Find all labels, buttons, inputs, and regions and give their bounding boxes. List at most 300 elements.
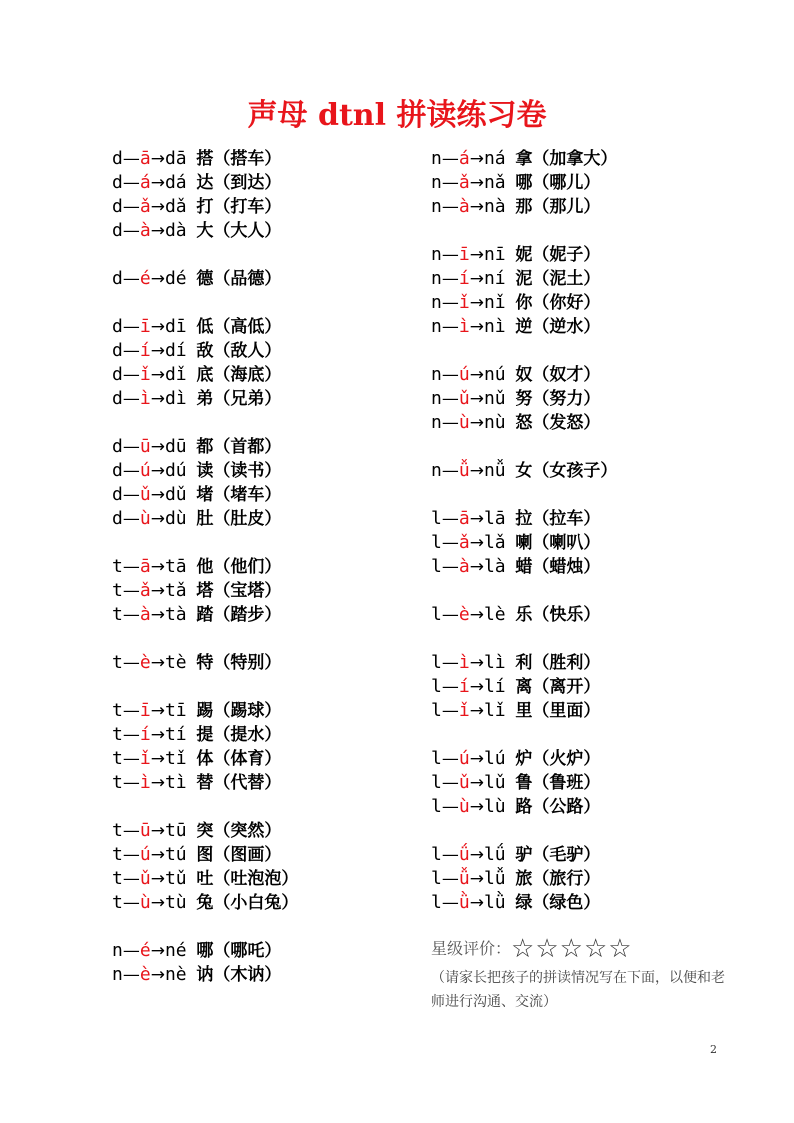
pinyin-row bbox=[431, 747, 617, 771]
example-word: （提水） bbox=[213, 725, 282, 745]
dash: — bbox=[122, 317, 140, 337]
hanzi: 他 bbox=[196, 557, 214, 577]
example-word: （堵车） bbox=[213, 485, 282, 505]
hanzi: 你 bbox=[515, 293, 533, 313]
hanzi: 那 bbox=[515, 197, 533, 217]
syllable: tè bbox=[164, 652, 187, 673]
consonant: l bbox=[431, 892, 442, 913]
dash: — bbox=[441, 245, 459, 265]
pinyin-row bbox=[112, 315, 298, 339]
spacer-row bbox=[431, 219, 617, 243]
hanzi: 提 bbox=[196, 725, 214, 745]
dash: — bbox=[441, 653, 459, 673]
pinyin-row bbox=[431, 387, 617, 411]
consonant: d bbox=[112, 196, 123, 217]
pinyin-row bbox=[431, 243, 617, 267]
spacer-row bbox=[431, 819, 617, 843]
example-word: （兄弟） bbox=[213, 389, 282, 409]
arrow-icon: → bbox=[469, 533, 484, 553]
example-word: （品德） bbox=[213, 269, 282, 289]
consonant: t bbox=[112, 604, 123, 625]
dash: — bbox=[441, 797, 459, 817]
consonant: n bbox=[431, 196, 442, 217]
consonant: l bbox=[431, 532, 442, 553]
pinyin-row bbox=[112, 747, 298, 771]
arrow-icon: → bbox=[150, 941, 165, 961]
pinyin-row bbox=[431, 363, 617, 387]
dash: — bbox=[122, 773, 140, 793]
pinyin-row bbox=[431, 315, 617, 339]
syllable: nè bbox=[164, 964, 187, 985]
pinyin-row bbox=[112, 819, 298, 843]
vowel: ì bbox=[458, 652, 470, 673]
hanzi: 体 bbox=[196, 749, 214, 769]
hanzi: 敌 bbox=[196, 341, 214, 361]
vowel: ǐ bbox=[139, 364, 151, 385]
pinyin-row bbox=[112, 651, 298, 675]
arrow-icon: → bbox=[150, 461, 165, 481]
consonant: t bbox=[112, 892, 123, 913]
hanzi: 蜡 bbox=[515, 557, 533, 577]
syllable: lú bbox=[483, 748, 506, 769]
consonant: l bbox=[431, 868, 442, 889]
vowel: ī bbox=[458, 244, 470, 265]
consonant: d bbox=[112, 460, 123, 481]
consonant: n bbox=[431, 148, 442, 169]
hanzi: 弟 bbox=[196, 389, 214, 409]
consonant: n bbox=[112, 964, 123, 985]
dash: — bbox=[441, 869, 459, 889]
dash: — bbox=[441, 677, 459, 697]
consonant: d bbox=[112, 340, 123, 361]
consonant: d bbox=[112, 436, 123, 457]
syllable: nǔ bbox=[483, 388, 506, 409]
vowel: ù bbox=[139, 508, 151, 529]
dash: — bbox=[122, 221, 140, 241]
example-word: （打车） bbox=[213, 197, 282, 217]
example-word: （公路） bbox=[532, 797, 601, 817]
vowel: ì bbox=[139, 388, 151, 409]
hanzi: 乐 bbox=[515, 605, 533, 625]
star-icons: ☆☆☆☆☆ bbox=[511, 934, 633, 964]
hanzi: 妮 bbox=[515, 245, 533, 265]
syllable: dū bbox=[164, 436, 187, 457]
arrow-icon: → bbox=[469, 677, 484, 697]
vowel: ì bbox=[139, 772, 151, 793]
arrow-icon: → bbox=[469, 653, 484, 673]
consonant: d bbox=[112, 268, 123, 289]
arrow-icon: → bbox=[150, 653, 165, 673]
syllable: lì bbox=[483, 652, 506, 673]
vowel: à bbox=[458, 196, 470, 217]
consonant: n bbox=[431, 316, 442, 337]
parent-note: （请家长把孩子的拼读情况写在下面，以便和老师进行沟通、交流） bbox=[431, 970, 725, 1010]
arrow-icon: → bbox=[150, 485, 165, 505]
vowel: è bbox=[458, 604, 470, 625]
arrow-icon: → bbox=[150, 749, 165, 769]
syllable: lí bbox=[483, 676, 506, 697]
arrow-icon: → bbox=[469, 893, 484, 913]
arrow-icon: → bbox=[150, 149, 165, 169]
vowel: è bbox=[139, 964, 151, 985]
dash: — bbox=[122, 389, 140, 409]
pinyin-row bbox=[431, 843, 617, 867]
vowel: í bbox=[458, 676, 470, 697]
example-word: （搭车） bbox=[213, 149, 282, 169]
consonant: d bbox=[112, 148, 123, 169]
example-word: （绿色） bbox=[532, 893, 601, 913]
consonant: l bbox=[431, 556, 442, 577]
vowel: ǜ bbox=[458, 892, 470, 913]
syllable: tā bbox=[164, 556, 187, 577]
dash: — bbox=[441, 845, 459, 865]
example-word: （木讷） bbox=[213, 965, 282, 985]
consonant: l bbox=[431, 772, 442, 793]
arrow-icon: → bbox=[150, 557, 165, 577]
example-word: （女孩子） bbox=[532, 461, 618, 481]
vowel: ǔ bbox=[458, 772, 470, 793]
dash: — bbox=[122, 437, 140, 457]
vowel: ù bbox=[458, 796, 470, 817]
arrow-icon: → bbox=[150, 605, 165, 625]
hanzi: 奴 bbox=[515, 365, 533, 385]
consonant: d bbox=[112, 316, 123, 337]
consonant: t bbox=[112, 700, 123, 721]
syllable: tǐ bbox=[164, 748, 187, 769]
dash: — bbox=[122, 173, 140, 193]
vowel: ǘ bbox=[458, 844, 470, 865]
hanzi: 里 bbox=[515, 701, 533, 721]
spacer-row bbox=[112, 915, 298, 939]
hanzi: 堵 bbox=[196, 485, 214, 505]
syllable: lǚ bbox=[483, 868, 506, 889]
consonant: d bbox=[112, 220, 123, 241]
syllable: tú bbox=[164, 844, 187, 865]
example-word: （妮子） bbox=[532, 245, 601, 265]
hanzi: 达 bbox=[196, 173, 214, 193]
pinyin-row bbox=[112, 147, 298, 171]
vowel: ā bbox=[139, 148, 151, 169]
dash: — bbox=[441, 173, 459, 193]
hanzi: 大 bbox=[196, 221, 214, 241]
dash: — bbox=[122, 749, 140, 769]
hanzi: 拿 bbox=[515, 149, 533, 169]
syllable: tū bbox=[164, 820, 187, 841]
vowel: ǔ bbox=[139, 484, 151, 505]
syllable: nú bbox=[483, 364, 506, 385]
consonant: t bbox=[112, 820, 123, 841]
example-word: （踢球） bbox=[213, 701, 282, 721]
dash: — bbox=[441, 269, 459, 289]
syllable: tù bbox=[164, 892, 187, 913]
example-word: （努力） bbox=[532, 389, 601, 409]
arrow-icon: → bbox=[150, 437, 165, 457]
arrow-icon: → bbox=[150, 197, 165, 217]
vowel: ì bbox=[458, 316, 470, 337]
spacer-row bbox=[431, 339, 617, 363]
arrow-icon: → bbox=[469, 389, 484, 409]
hanzi: 旅 bbox=[515, 869, 533, 889]
syllable: nǐ bbox=[483, 292, 506, 313]
syllable: dà bbox=[164, 220, 187, 241]
consonant: l bbox=[431, 652, 442, 673]
example-word: （胜利） bbox=[532, 653, 601, 673]
vowel: ā bbox=[139, 556, 151, 577]
hanzi: 绿 bbox=[515, 893, 533, 913]
arrow-icon: → bbox=[150, 773, 165, 793]
syllable: ní bbox=[483, 268, 506, 289]
arrow-icon: → bbox=[469, 197, 484, 217]
example-word: （哪吒） bbox=[213, 941, 282, 961]
dash: — bbox=[441, 197, 459, 217]
syllable: dù bbox=[164, 508, 187, 529]
syllable: là bbox=[483, 556, 506, 577]
pinyin-row bbox=[431, 507, 617, 531]
pinyin-row bbox=[112, 891, 298, 915]
example-word: （到达） bbox=[213, 173, 282, 193]
example-word: （鲁班） bbox=[532, 773, 601, 793]
example-word: （肚皮） bbox=[213, 509, 282, 529]
vowel: ǎ bbox=[139, 196, 151, 217]
dash: — bbox=[122, 893, 140, 913]
dash: — bbox=[122, 965, 140, 985]
arrow-icon: → bbox=[469, 701, 484, 721]
arrow-icon: → bbox=[469, 605, 484, 625]
syllable: dá bbox=[164, 172, 187, 193]
syllable: dā bbox=[164, 148, 187, 169]
hanzi: 喇 bbox=[515, 533, 533, 553]
pinyin-row bbox=[112, 387, 298, 411]
arrow-icon: → bbox=[469, 461, 484, 481]
arrow-icon: → bbox=[150, 221, 165, 241]
hanzi: 努 bbox=[515, 389, 533, 409]
dash: — bbox=[441, 389, 459, 409]
arrow-icon: → bbox=[150, 581, 165, 601]
spacer-row bbox=[112, 531, 298, 555]
dash: — bbox=[122, 941, 140, 961]
vowel: ǔ bbox=[139, 868, 151, 889]
dash: — bbox=[441, 293, 459, 313]
arrow-icon: → bbox=[150, 341, 165, 361]
example-word: （敌人） bbox=[213, 341, 282, 361]
hanzi: 驴 bbox=[515, 845, 533, 865]
dash: — bbox=[441, 461, 459, 481]
example-word: （读书） bbox=[213, 461, 282, 481]
vowel: ú bbox=[458, 364, 470, 385]
hanzi: 利 bbox=[515, 653, 533, 673]
arrow-icon: → bbox=[469, 317, 484, 337]
example-word: （高低） bbox=[213, 317, 282, 337]
pinyin-row bbox=[431, 675, 617, 699]
pinyin-row bbox=[431, 411, 617, 435]
dash: — bbox=[441, 149, 459, 169]
arrow-icon: → bbox=[150, 269, 165, 289]
dash: — bbox=[122, 581, 140, 601]
consonant: l bbox=[431, 508, 442, 529]
vowel: é bbox=[139, 940, 151, 961]
example-word: （火炉） bbox=[532, 749, 601, 769]
pinyin-row bbox=[112, 267, 298, 291]
consonant: n bbox=[431, 364, 442, 385]
dash: — bbox=[122, 845, 140, 865]
consonant: d bbox=[112, 364, 123, 385]
vowel: ǐ bbox=[458, 292, 470, 313]
consonant: d bbox=[112, 172, 123, 193]
dash: — bbox=[122, 149, 140, 169]
syllable: né bbox=[164, 940, 187, 961]
example-word: （他们） bbox=[213, 557, 282, 577]
syllable: tī bbox=[164, 700, 187, 721]
syllable: lǐ bbox=[483, 700, 506, 721]
consonant: l bbox=[431, 748, 442, 769]
pinyin-row bbox=[431, 699, 617, 723]
page-number: 2 bbox=[710, 1043, 717, 1056]
left-column bbox=[112, 147, 298, 987]
syllable: lǘ bbox=[483, 844, 506, 865]
pinyin-row bbox=[431, 291, 617, 315]
example-word: （毛驴） bbox=[532, 845, 601, 865]
vowel: á bbox=[139, 172, 151, 193]
pinyin-row bbox=[112, 435, 298, 459]
example-word: （奴才） bbox=[532, 365, 601, 385]
syllable: dì bbox=[164, 388, 187, 409]
spacer-row bbox=[431, 579, 617, 603]
spacer-row bbox=[431, 627, 617, 651]
pinyin-row bbox=[431, 771, 617, 795]
syllable: nà bbox=[483, 196, 506, 217]
hanzi: 底 bbox=[196, 365, 214, 385]
example-word: （大人） bbox=[213, 221, 282, 241]
arrow-icon: → bbox=[469, 773, 484, 793]
arrow-icon: → bbox=[150, 389, 165, 409]
vowel: ī bbox=[139, 700, 151, 721]
arrow-icon: → bbox=[150, 173, 165, 193]
dash: — bbox=[441, 413, 459, 433]
hanzi: 泥 bbox=[515, 269, 533, 289]
syllable: nī bbox=[483, 244, 506, 265]
example-word: （首都） bbox=[213, 437, 282, 457]
syllable: tí bbox=[164, 724, 187, 745]
syllable: tà bbox=[164, 604, 187, 625]
arrow-icon: → bbox=[150, 701, 165, 721]
syllable: dí bbox=[164, 340, 187, 361]
vowel: ú bbox=[139, 844, 151, 865]
syllable: dǔ bbox=[164, 484, 187, 505]
dash: — bbox=[122, 653, 140, 673]
dash: — bbox=[122, 485, 140, 505]
example-word: （海底） bbox=[213, 365, 282, 385]
syllable: dǎ bbox=[164, 196, 187, 217]
arrow-icon: → bbox=[469, 173, 484, 193]
syllable: nǚ bbox=[483, 460, 506, 481]
rating-label: 星级评价： bbox=[431, 939, 512, 958]
dash: — bbox=[122, 197, 140, 217]
hanzi: 怒 bbox=[515, 413, 533, 433]
example-word: （突然） bbox=[213, 821, 282, 841]
vowel: ú bbox=[458, 748, 470, 769]
spacer-row bbox=[112, 795, 298, 819]
pinyin-row bbox=[431, 171, 617, 195]
pinyin-row bbox=[431, 891, 617, 915]
arrow-icon: → bbox=[150, 821, 165, 841]
consonant: l bbox=[431, 844, 442, 865]
dash: — bbox=[441, 557, 459, 577]
vowel: í bbox=[139, 340, 151, 361]
syllable: tì bbox=[164, 772, 187, 793]
hanzi: 低 bbox=[196, 317, 214, 337]
example-word: （你好） bbox=[532, 293, 601, 313]
hanzi: 替 bbox=[196, 773, 214, 793]
consonant: l bbox=[431, 796, 442, 817]
dash: — bbox=[122, 821, 140, 841]
arrow-icon: → bbox=[150, 869, 165, 889]
vowel: ū bbox=[139, 820, 151, 841]
dash: — bbox=[122, 557, 140, 577]
spacer-row bbox=[112, 243, 298, 267]
hanzi: 搭 bbox=[196, 149, 214, 169]
hanzi: 突 bbox=[196, 821, 214, 841]
vowel: ǎ bbox=[458, 532, 470, 553]
vowel: ǎ bbox=[139, 580, 151, 601]
pinyin-row bbox=[112, 555, 298, 579]
vowel: í bbox=[139, 724, 151, 745]
syllable: dé bbox=[164, 268, 187, 289]
arrow-icon: → bbox=[469, 557, 484, 577]
pinyin-row bbox=[431, 147, 617, 171]
consonant: n bbox=[431, 268, 442, 289]
arrow-icon: → bbox=[469, 509, 484, 529]
consonant: d bbox=[112, 508, 123, 529]
pinyin-row bbox=[431, 195, 617, 219]
syllable: dī bbox=[164, 316, 187, 337]
dash: — bbox=[122, 341, 140, 361]
arrow-icon: → bbox=[469, 797, 484, 817]
dash: — bbox=[441, 317, 459, 337]
pinyin-row bbox=[112, 339, 298, 363]
vowel: ù bbox=[139, 892, 151, 913]
vowel: ā bbox=[458, 508, 470, 529]
example-word: （里面） bbox=[532, 701, 601, 721]
example-word: （体育） bbox=[213, 749, 282, 769]
pinyin-row bbox=[112, 579, 298, 603]
hanzi: 兔 bbox=[196, 893, 214, 913]
hanzi: 女 bbox=[515, 461, 533, 481]
dash: — bbox=[122, 461, 140, 481]
example-word: （拉车） bbox=[532, 509, 601, 529]
hanzi: 踏 bbox=[196, 605, 214, 625]
syllable: lǎ bbox=[483, 532, 506, 553]
pinyin-row bbox=[112, 507, 298, 531]
example-word: （旅行） bbox=[532, 869, 601, 889]
consonant: t bbox=[112, 580, 123, 601]
pinyin-row bbox=[112, 483, 298, 507]
hanzi: 读 bbox=[196, 461, 214, 481]
example-word: （泥土） bbox=[532, 269, 601, 289]
hanzi: 肚 bbox=[196, 509, 214, 529]
spacer-row bbox=[112, 291, 298, 315]
arrow-icon: → bbox=[150, 509, 165, 529]
spacer-row bbox=[431, 435, 617, 459]
syllable: nì bbox=[483, 316, 506, 337]
hanzi: 逆 bbox=[515, 317, 533, 337]
arrow-icon: → bbox=[469, 869, 484, 889]
dash: — bbox=[441, 509, 459, 529]
example-word: （哪儿） bbox=[532, 173, 601, 193]
arrow-icon: → bbox=[469, 413, 484, 433]
dash: — bbox=[441, 533, 459, 553]
vowel: á bbox=[458, 148, 470, 169]
hanzi: 炉 bbox=[515, 749, 533, 769]
